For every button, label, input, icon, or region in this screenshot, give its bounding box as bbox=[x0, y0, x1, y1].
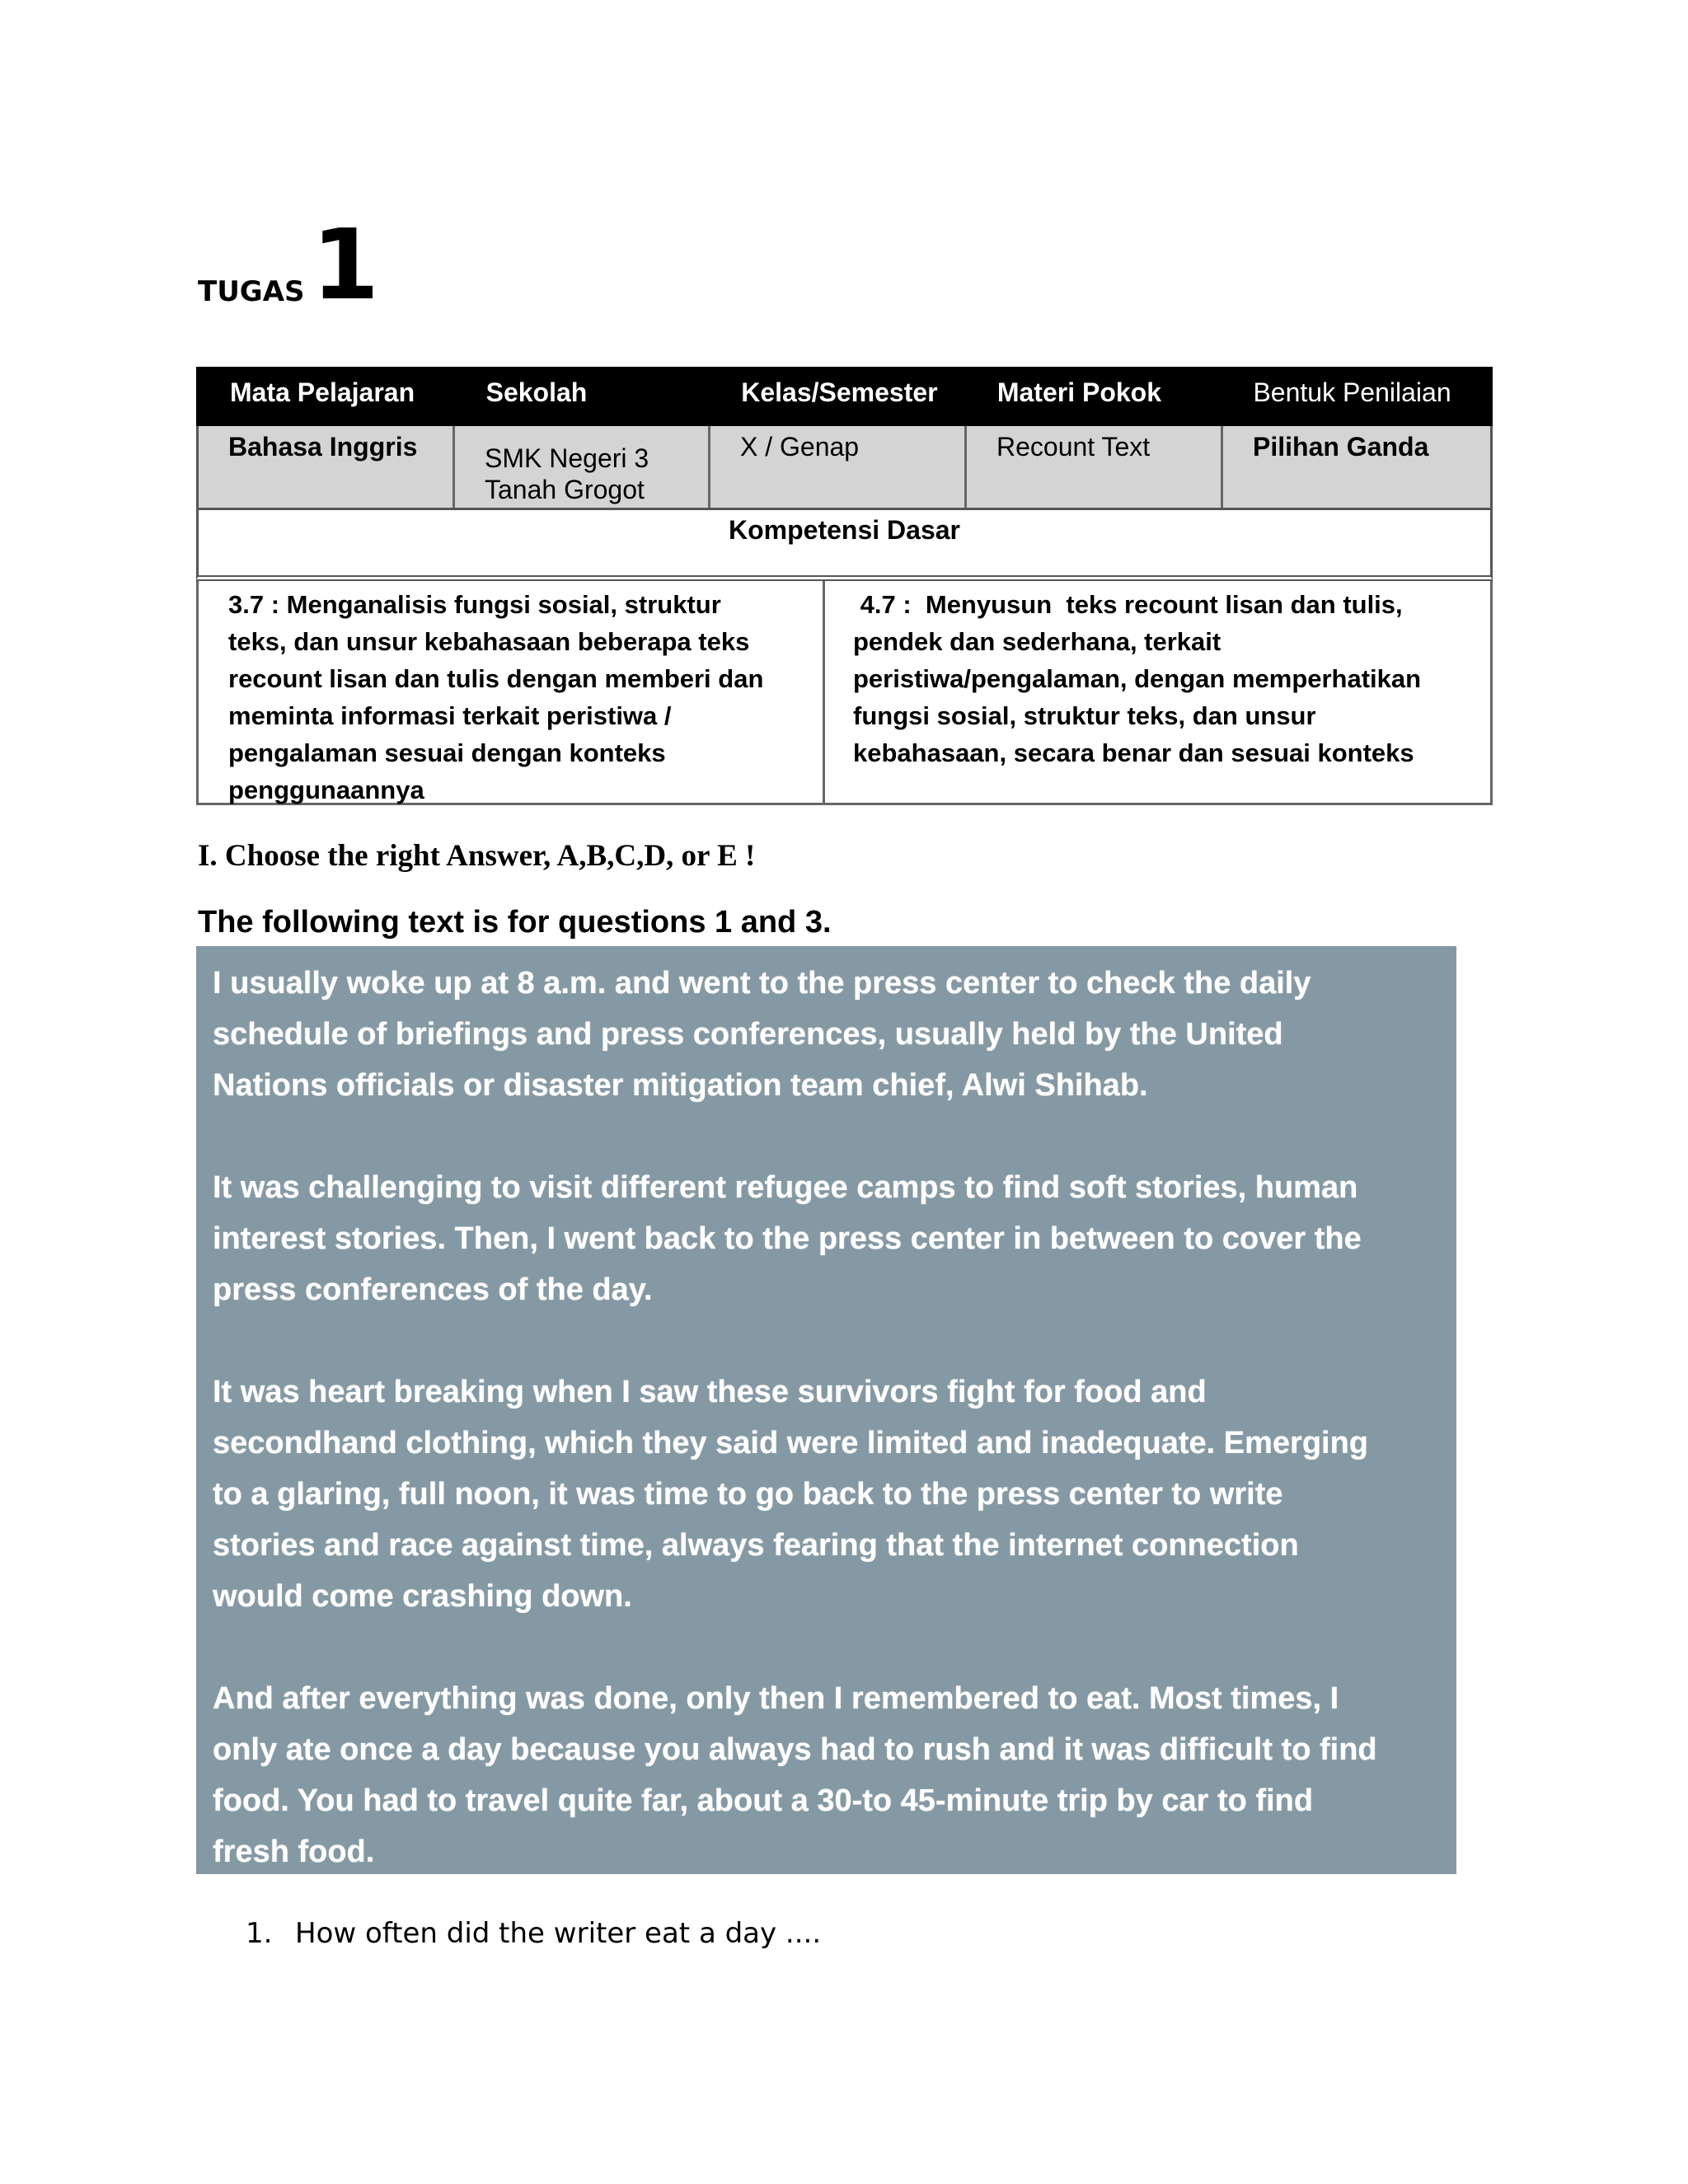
question-number: 1. bbox=[246, 1917, 273, 1950]
passage-paragraph bbox=[213, 1673, 1440, 1877]
header-class: Kelas/Semester bbox=[741, 377, 938, 407]
passage-line: press conferences of the day. bbox=[213, 1272, 653, 1307]
value-school bbox=[455, 426, 710, 508]
passage-line: It was heart breaking when I saw these survivors fight for food and bbox=[213, 1375, 1207, 1409]
kd-left-line: recount lisan dan tulis dengan memberi dan bbox=[228, 664, 764, 693]
value-topic: Recount Text bbox=[967, 426, 1223, 508]
kd-left bbox=[199, 581, 825, 803]
value-class: X / Genap bbox=[710, 426, 967, 508]
question-item bbox=[246, 1917, 821, 1950]
header-topic: Materi Pokok bbox=[996, 377, 1161, 407]
kd-right-line: 4.7 : Menyusun teks recount lisan dan tulis, bbox=[853, 590, 1403, 619]
kd-left-line: 3.7 : Menganalisis fungsi sosial, struktur bbox=[228, 590, 721, 619]
assignment-number: 1 bbox=[312, 208, 380, 321]
header-subject: Mata Pelajaran bbox=[230, 377, 415, 407]
passage-line: secondhand clothing, which they said were limited and inadequate. Emerging bbox=[213, 1426, 1369, 1460]
info-table-values bbox=[196, 426, 1493, 510]
passage-line: It was challenging to visit different refugee camps to find soft stories, human bbox=[213, 1170, 1358, 1205]
kd-left-line: teks, dan unsur kebahasaan beberapa teks bbox=[228, 627, 750, 656]
kd-right-line: kebahasaan, secara benar dan sesuai konteks bbox=[853, 738, 1414, 767]
passage-line: I usually woke up at 8 a.m. and went to the press center to check the daily bbox=[213, 966, 1311, 1001]
kd-left-line: meminta informasi terkait peristiwa / bbox=[228, 701, 672, 730]
passage-line: And after everything was done, only then I remembered to eat. Most times, I bbox=[213, 1681, 1339, 1716]
question-text: How often did the writer eat a day .... bbox=[295, 1917, 822, 1950]
kd-right-line: fungsi sosial, struktur teks, dan unsur bbox=[853, 701, 1316, 730]
kd-left-line: pengalaman sesuai dengan konteks bbox=[228, 738, 666, 767]
passage-label: The following text is for questions 1 and 3. bbox=[198, 905, 832, 940]
kd-left-line: penggunaannya bbox=[228, 776, 424, 804]
kd-title: Kompetensi Dasar bbox=[196, 510, 1493, 581]
passage-line: food. You had to travel quite far, about a 30-to 45-minute trip by car to find bbox=[213, 1783, 1314, 1818]
passage-line: would come crashing down. bbox=[213, 1579, 632, 1614]
kd-body bbox=[196, 581, 1493, 805]
passage-paragraph bbox=[213, 1162, 1440, 1315]
kd-right-line: pendek dan sederhana, terkait bbox=[853, 627, 1221, 656]
passage-line: schedule of briefings and press conferences, usually held by the United bbox=[213, 1017, 1283, 1052]
info-table bbox=[196, 367, 1493, 805]
header-assessment: Bentuk Penilaian bbox=[1253, 377, 1451, 407]
passage-line: interest stories. Then, I went back to the press center in between to cover the bbox=[213, 1221, 1362, 1256]
passage-line: only ate once a day because you always had to rush and it was difficult to find bbox=[213, 1732, 1377, 1767]
school-line-1: SMK Negeri 3 bbox=[485, 443, 649, 473]
reading-passage bbox=[196, 946, 1456, 1874]
passage-line: fresh food. bbox=[213, 1835, 375, 1869]
value-assessment: Pilihan Ganda bbox=[1253, 432, 1429, 462]
school-line-2: Tanah Grogot bbox=[485, 475, 645, 504]
passage-line: stories and race against time, always fearing that the internet connection bbox=[213, 1528, 1299, 1563]
passage-line: to a glaring, full noon, it was time to go back to the press center to write bbox=[213, 1477, 1283, 1511]
info-table-header bbox=[196, 367, 1493, 426]
header-school: Sekolah bbox=[485, 377, 588, 407]
passage-paragraph bbox=[213, 958, 1440, 1111]
instruction-text: I. Choose the right Answer, A,B,C,D, or E ! bbox=[198, 839, 756, 873]
assignment-label: TUGAS bbox=[198, 275, 305, 308]
kd-right bbox=[825, 581, 1490, 803]
kd-right-line: peristiwa/pengalaman, dengan memperhatikan bbox=[853, 664, 1422, 693]
passage-line: Nations officials or disaster mitigation team chief, Alwi Shihab. bbox=[213, 1068, 1148, 1103]
passage-paragraph bbox=[213, 1366, 1440, 1622]
value-subject: Bahasa Inggris bbox=[199, 426, 455, 508]
